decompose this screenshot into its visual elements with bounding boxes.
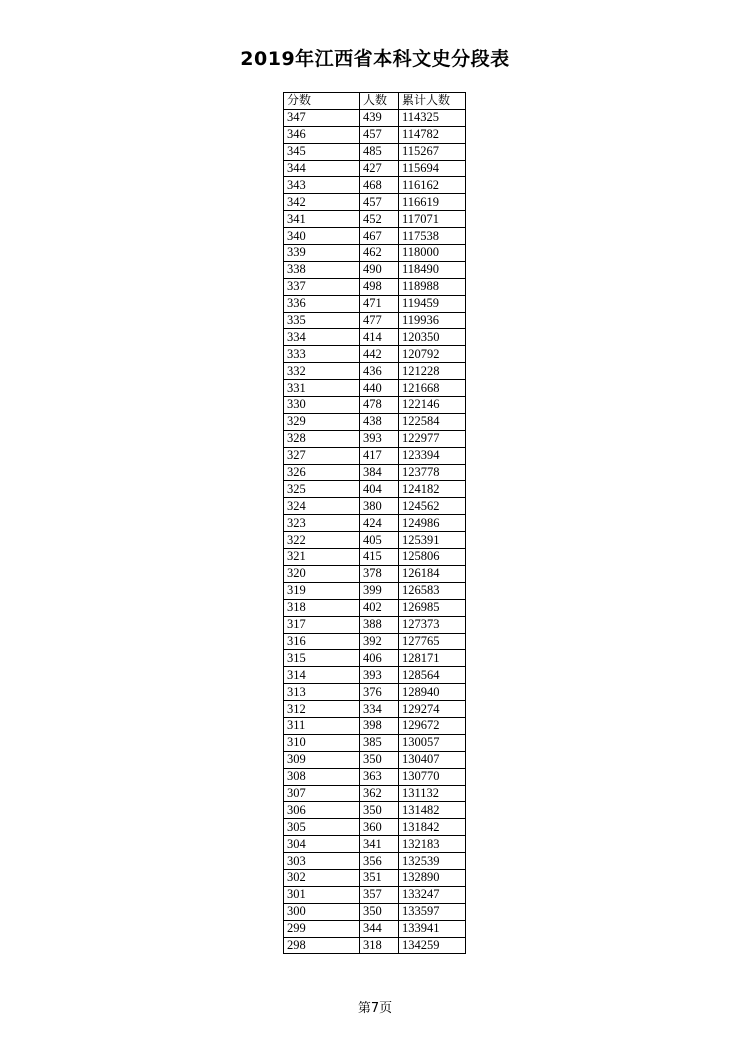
table-row [284,633,466,650]
cell-score: 323 [284,515,360,532]
cell-count: 477 [360,312,399,329]
table-row [284,734,466,751]
cell-score: 337 [284,278,360,295]
cell-count: 490 [360,261,399,278]
cell-cumulative: 118988 [399,278,466,295]
table-row [284,109,466,126]
cell-count: 440 [360,380,399,397]
cell-score: 343 [284,177,360,194]
cell-cumulative: 132539 [399,853,466,870]
cell-count: 376 [360,684,399,701]
cell-cumulative: 116162 [399,177,466,194]
cell-score: 339 [284,245,360,262]
cell-cumulative: 130770 [399,768,466,785]
table-row [284,312,466,329]
column-header-count: 人数 [360,93,399,110]
cell-cumulative: 123778 [399,464,466,481]
cell-count: 356 [360,853,399,870]
cell-score: 331 [284,380,360,397]
cell-score: 305 [284,819,360,836]
table-row [284,650,466,667]
table-row [284,346,466,363]
cell-count: 485 [360,143,399,160]
cell-count: 417 [360,447,399,464]
cell-cumulative: 116619 [399,194,466,211]
cell-cumulative: 127373 [399,616,466,633]
table-row [284,481,466,498]
table-row [284,498,466,515]
cell-score: 302 [284,869,360,886]
cell-count: 384 [360,464,399,481]
column-header-score: 分数 [284,93,360,110]
cell-cumulative: 114782 [399,126,466,143]
cell-cumulative: 130057 [399,734,466,751]
cell-count: 427 [360,160,399,177]
cell-score: 336 [284,295,360,312]
table-row [284,397,466,414]
cell-cumulative: 120350 [399,329,466,346]
cell-count: 350 [360,751,399,768]
cell-count: 457 [360,194,399,211]
cell-score: 335 [284,312,360,329]
table-row [284,751,466,768]
table-row [284,228,466,245]
table-row [284,836,466,853]
table-row [284,126,466,143]
table-row [284,532,466,549]
cell-cumulative: 126583 [399,582,466,599]
cell-count: 471 [360,295,399,312]
table-row [284,278,466,295]
cell-score: 318 [284,599,360,616]
cell-cumulative: 119459 [399,295,466,312]
table-row [284,413,466,430]
table-body [284,109,466,954]
cell-score: 326 [284,464,360,481]
cell-score: 320 [284,565,360,582]
cell-score: 309 [284,751,360,768]
table-row [284,143,466,160]
cell-cumulative: 120792 [399,346,466,363]
cell-count: 399 [360,582,399,599]
cell-score: 301 [284,886,360,903]
table-row [284,920,466,937]
table-row [284,261,466,278]
cell-count: 406 [360,650,399,667]
cell-count: 318 [360,937,399,954]
table-row [284,160,466,177]
cell-score: 330 [284,397,360,414]
cell-count: 351 [360,869,399,886]
table-row [284,447,466,464]
cell-cumulative: 127765 [399,633,466,650]
cell-count: 393 [360,667,399,684]
cell-score: 341 [284,211,360,228]
cell-count: 334 [360,701,399,718]
cell-count: 392 [360,633,399,650]
cell-count: 402 [360,599,399,616]
cell-score: 322 [284,532,360,549]
cell-score: 303 [284,853,360,870]
table-row [284,363,466,380]
cell-cumulative: 122977 [399,430,466,447]
page-title: 2019年江西省本科文史分段表 [240,48,510,70]
cell-score: 328 [284,430,360,447]
cell-score: 316 [284,633,360,650]
cell-count: 398 [360,717,399,734]
cell-score: 342 [284,194,360,211]
cell-cumulative: 119936 [399,312,466,329]
cell-count: 438 [360,413,399,430]
cell-cumulative: 129672 [399,717,466,734]
cell-score: 344 [284,160,360,177]
cell-score: 329 [284,413,360,430]
cell-count: 388 [360,616,399,633]
table-row [284,802,466,819]
cell-count: 362 [360,785,399,802]
cell-cumulative: 131842 [399,819,466,836]
cell-score: 338 [284,261,360,278]
cell-cumulative: 126985 [399,599,466,616]
cell-count: 414 [360,329,399,346]
cell-score: 334 [284,329,360,346]
cell-score: 311 [284,717,360,734]
cell-cumulative: 128940 [399,684,466,701]
table-row [284,768,466,785]
table-row [284,785,466,802]
table-row [284,329,466,346]
cell-cumulative: 115694 [399,160,466,177]
cell-cumulative: 132183 [399,836,466,853]
column-header-cumulative: 累计人数 [399,93,466,110]
table-row [284,701,466,718]
cell-score: 319 [284,582,360,599]
cell-score: 340 [284,228,360,245]
cell-cumulative: 114325 [399,109,466,126]
cell-cumulative: 124562 [399,498,466,515]
cell-cumulative: 125806 [399,549,466,566]
cell-cumulative: 131132 [399,785,466,802]
table-row [284,903,466,920]
cell-cumulative: 129274 [399,701,466,718]
cell-count: 350 [360,802,399,819]
cell-count: 385 [360,734,399,751]
score-distribution-table [283,92,466,954]
cell-count: 357 [360,886,399,903]
cell-count: 467 [360,228,399,245]
cell-count: 363 [360,768,399,785]
cell-score: 346 [284,126,360,143]
cell-count: 457 [360,126,399,143]
cell-cumulative: 123394 [399,447,466,464]
table-row [284,819,466,836]
table-row [284,515,466,532]
cell-cumulative: 117538 [399,228,466,245]
cell-cumulative: 131482 [399,802,466,819]
cell-count: 404 [360,481,399,498]
cell-cumulative: 122146 [399,397,466,414]
cell-score: 314 [284,667,360,684]
cell-score: 324 [284,498,360,515]
table-row [284,194,466,211]
cell-cumulative: 124986 [399,515,466,532]
table-row [284,177,466,194]
cell-cumulative: 117071 [399,211,466,228]
cell-cumulative: 128171 [399,650,466,667]
cell-score: 315 [284,650,360,667]
cell-count: 442 [360,346,399,363]
cell-score: 298 [284,937,360,954]
cell-cumulative: 133597 [399,903,466,920]
table-header-row [284,93,466,110]
cell-count: 344 [360,920,399,937]
cell-cumulative: 118490 [399,261,466,278]
cell-score: 310 [284,734,360,751]
cell-cumulative: 133941 [399,920,466,937]
cell-cumulative: 124182 [399,481,466,498]
cell-score: 308 [284,768,360,785]
table-row [284,599,466,616]
cell-score: 306 [284,802,360,819]
table-row [284,667,466,684]
cell-cumulative: 121228 [399,363,466,380]
cell-cumulative: 134259 [399,937,466,954]
cell-count: 393 [360,430,399,447]
cell-count: 405 [360,532,399,549]
cell-cumulative: 130407 [399,751,466,768]
cell-score: 327 [284,447,360,464]
table-row [284,582,466,599]
table-row [284,245,466,262]
table-row [284,464,466,481]
cell-cumulative: 128564 [399,667,466,684]
table-row [284,295,466,312]
cell-score: 313 [284,684,360,701]
table-row [284,211,466,228]
cell-score: 332 [284,363,360,380]
cell-count: 439 [360,109,399,126]
cell-score: 317 [284,616,360,633]
cell-count: 380 [360,498,399,515]
table-row [284,565,466,582]
cell-score: 345 [284,143,360,160]
cell-cumulative: 126184 [399,565,466,582]
table-row [284,684,466,701]
cell-count: 415 [360,549,399,566]
table-row [284,549,466,566]
cell-count: 436 [360,363,399,380]
cell-score: 321 [284,549,360,566]
cell-score: 307 [284,785,360,802]
cell-score: 312 [284,701,360,718]
cell-count: 462 [360,245,399,262]
table-row [284,869,466,886]
table-row [284,937,466,954]
cell-score: 299 [284,920,360,937]
page-number: 第7页 [357,1001,393,1016]
cell-cumulative: 121668 [399,380,466,397]
cell-count: 350 [360,903,399,920]
table-row [284,430,466,447]
table-row [284,616,466,633]
cell-score: 347 [284,109,360,126]
cell-count: 468 [360,177,399,194]
table-row [284,853,466,870]
cell-score: 304 [284,836,360,853]
table-row [284,380,466,397]
cell-cumulative: 118000 [399,245,466,262]
cell-cumulative: 125391 [399,532,466,549]
cell-score: 325 [284,481,360,498]
cell-cumulative: 132890 [399,869,466,886]
cell-count: 452 [360,211,399,228]
cell-count: 360 [360,819,399,836]
cell-count: 424 [360,515,399,532]
cell-cumulative: 133247 [399,886,466,903]
cell-score: 300 [284,903,360,920]
cell-count: 341 [360,836,399,853]
cell-cumulative: 115267 [399,143,466,160]
cell-score: 333 [284,346,360,363]
cell-count: 478 [360,397,399,414]
cell-count: 498 [360,278,399,295]
table-row [284,886,466,903]
cell-count: 378 [360,565,399,582]
cell-cumulative: 122584 [399,413,466,430]
table-row [284,717,466,734]
